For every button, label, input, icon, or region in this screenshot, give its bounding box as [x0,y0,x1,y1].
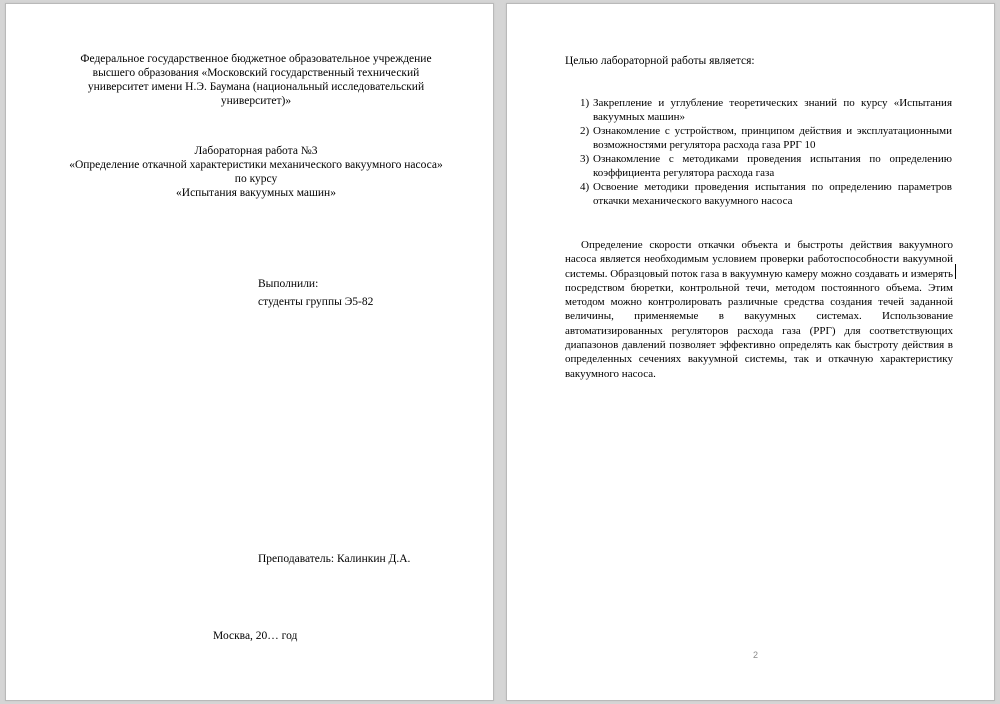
document-page-2 [506,3,995,701]
student-group: студенты группы Э5-82 [258,296,374,308]
list-item-text: Ознакомление с устройством, принципом действия и эксплуатационными возможностями регулятора расхода газа РРГ 10 [593,125,952,151]
institution-name [66,52,446,108]
lab-number: Лабораторная работа №3 [194,145,318,157]
lab-title [66,144,446,200]
list-number: 2) [580,125,590,137]
course-label: по курсу [234,173,278,185]
performed-by-label: Выполнили: [258,278,319,290]
course-name: «Испытания вакуумных машин» [176,187,336,199]
goal-list [565,96,952,208]
institution-line: высшего образования «Московский государственный технический [92,67,420,79]
goal-heading: Целью лабораторной работы является: [565,55,755,67]
list-item [565,180,952,208]
lab-topic: «Определение откачной характеристики механического вакуумного насоса» [69,159,443,171]
list-item-text: Ознакомление с методиками проведения испытания по определению коэффициента регулятора расхода газа [593,153,952,179]
body-paragraph[interactable]: Определение скорости откачки объекта и быстроты действия вакуумного насоса является необходимым условием проверки работоспособности вакуумной системы. Образцовый поток газа в вакуумную камеру можно создавать и измерять посредством бюретки, контрольной течи, методом постоянного объема. Этим методом можно контролировать различные средства создания течей заданной величины, применяемые в вакуумных системах. Использование автоматизированных регуляторов расхода газа (РРГ) для соответствующих диапазонов давлений позволяет эффективно определять как быстроту действия в определенных сечениях вакуумной системы, так и откачную характеристику вакуумного насоса. [565,239,953,380]
city-year: Москва, 20… год [213,630,298,642]
list-item [565,96,952,124]
list-number: 1) [580,97,590,109]
list-number: 3) [580,153,590,165]
list-item-text: Освоение методики проведения испытания по определению параметров откачки механического вакуумного насоса [593,181,952,207]
list-item [565,124,952,152]
document-page-1 [5,3,494,701]
list-number: 4) [580,181,590,193]
institution-line: университет)» [220,95,292,107]
page-number: 2 [753,650,759,660]
list-item [565,152,952,180]
list-item-text: Закрепление и углубление теоретических знаний по курсу «Испытания вакуумных машин» [593,97,952,123]
text-cursor [955,264,956,279]
teacher-line: Преподаватель: Калинкин Д.А. [258,553,411,565]
institution-line: Федеральное государственное бюджетное образовательное учреждение [80,53,432,65]
institution-line: университет имени Н.Э. Баумана (национальный исследовательский [87,81,425,93]
